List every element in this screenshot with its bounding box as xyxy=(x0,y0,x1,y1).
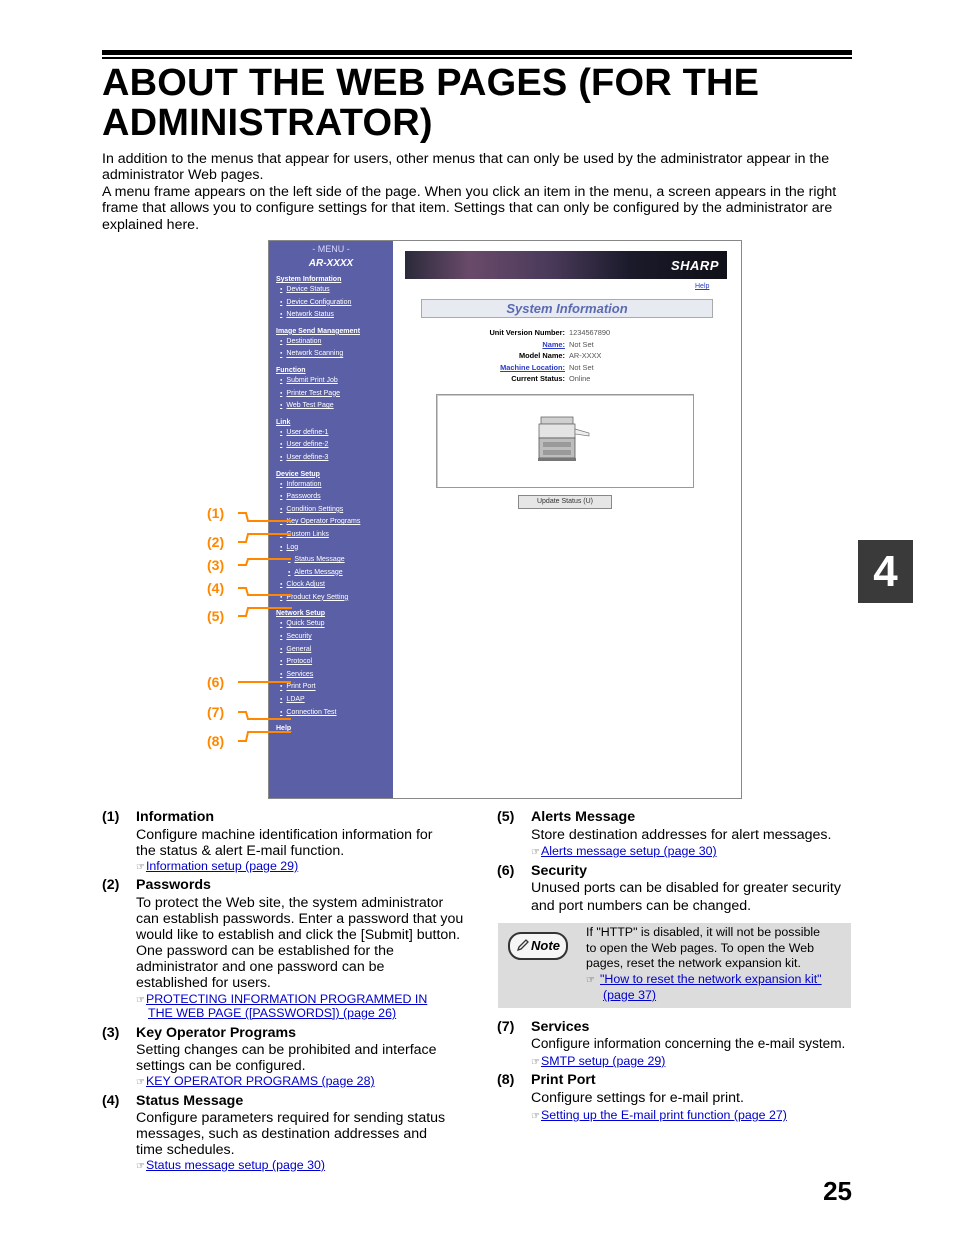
description-reference xyxy=(531,844,717,860)
note-line: pages, reset the network expansion kit. xyxy=(586,956,801,970)
description-text: settings can be configured. xyxy=(136,1058,306,1074)
description-heading: Status Message xyxy=(136,1093,244,1109)
menu-section-image-send[interactable]: Image Send Management xyxy=(276,327,361,335)
reference-link[interactable]: SMTP setup (page 29) xyxy=(540,1054,666,1068)
update-status-button[interactable]: Update Status (U) xyxy=(518,495,612,509)
description-text: Unused ports can be disabled for greater security xyxy=(531,880,841,896)
callout-5: (5) xyxy=(207,608,225,624)
info-value: Online xyxy=(569,374,591,383)
menu-item-security[interactable]: ● Security xyxy=(269,630,393,643)
note-pencil-icon xyxy=(516,938,530,952)
description-status-message xyxy=(102,1093,472,1178)
info-value: AR-XXXX xyxy=(569,351,602,360)
content-frame xyxy=(393,241,741,798)
menu-section-function[interactable]: Function xyxy=(276,366,306,374)
note-reference xyxy=(586,988,846,1004)
page-number: 25 xyxy=(823,1176,852,1206)
info-label: Unit Version Number: xyxy=(489,328,565,337)
description-heading: Passwords xyxy=(136,877,211,893)
info-label-link[interactable]: Name: xyxy=(542,340,565,349)
menu-item-submit-print-job[interactable]: ● Submit Print Job xyxy=(269,374,393,387)
menu-model: AR-XXXX xyxy=(308,258,354,269)
info-row xyxy=(433,339,733,350)
description-reference xyxy=(531,1054,665,1070)
description-heading: Services xyxy=(531,1019,590,1035)
description-services xyxy=(497,1019,857,1071)
menu-item-passwords[interactable]: ● Passwords xyxy=(269,490,393,503)
menu-item-user-define-2[interactable]: ● User define-2 xyxy=(269,438,393,451)
menu-item-clock-adjust[interactable]: ● Clock Adjust xyxy=(269,578,393,591)
system-information-heading: System Information xyxy=(421,299,713,318)
info-label: Current Status: xyxy=(511,374,565,383)
reference-link[interactable]: (page 37) xyxy=(603,988,657,1002)
description-text: time schedules. xyxy=(136,1142,235,1158)
info-row xyxy=(433,362,733,373)
menu-section-help[interactable]: Help xyxy=(276,725,292,733)
brand-logo: SHARP xyxy=(670,258,719,273)
menu-item-condition-settings[interactable]: ● Condition Settings xyxy=(269,503,393,516)
description-print-port xyxy=(497,1072,857,1124)
menu-item-protocol[interactable]: ● Protocol xyxy=(269,655,393,668)
description-reference xyxy=(136,1074,375,1090)
menu-title: - MENU - xyxy=(312,244,350,254)
info-row xyxy=(433,373,733,384)
reference-link[interactable]: PROTECTING INFORMATION PROGRAMMED IN xyxy=(145,992,428,1006)
reference-link[interactable]: Alerts message setup (page 30) xyxy=(540,844,717,858)
description-heading: Information xyxy=(136,809,215,825)
reference-link[interactable]: Status message setup (page 30) xyxy=(145,1158,326,1172)
menu-item-ldap[interactable]: ● LDAP xyxy=(269,693,393,706)
menu-item-general[interactable]: ● General xyxy=(269,643,393,656)
note-label: Note xyxy=(531,938,560,953)
reference-hand-icon: ☞ xyxy=(531,847,540,858)
reference-hand-icon: ☞ xyxy=(136,1077,145,1088)
note-line: If "HTTP" is disabled, it will not be possible xyxy=(586,925,820,939)
menu-item-device-status[interactable]: ● Device Status xyxy=(269,283,393,296)
reference-hand-icon: ☞ xyxy=(136,862,145,873)
page-title xyxy=(102,63,862,143)
note-text xyxy=(586,925,846,1004)
menu-item-destination[interactable]: ● Destination xyxy=(269,335,393,348)
note-badge xyxy=(508,932,568,960)
description-number: (5) xyxy=(497,809,515,825)
menu-item-product-key-setting[interactable]: ● Product Key Setting xyxy=(269,591,393,604)
description-reference xyxy=(148,1006,396,1020)
description-number: (6) xyxy=(497,863,515,879)
description-text: and port numbers can be changed. xyxy=(531,898,752,914)
info-row xyxy=(433,350,733,361)
description-reference xyxy=(136,1158,325,1174)
menu-item-quick-setup[interactable]: ● Quick Setup xyxy=(269,617,393,630)
reference-hand-icon: ☞ xyxy=(136,995,145,1006)
info-value: Not Set xyxy=(569,340,594,349)
menu-item-network-scanning[interactable]: ● Network Scanning xyxy=(269,347,393,360)
reference-hand-icon: ☞ xyxy=(136,1161,145,1172)
reference-hand-icon: ☞ xyxy=(586,974,595,986)
description-text: Store destination addresses for alert messages. xyxy=(531,827,832,843)
menu-item-custom-links[interactable]: ● Custom Links xyxy=(269,528,393,541)
menu-item-user-define-1[interactable]: ● User define-1 xyxy=(269,426,393,439)
description-text: One password can be established for the xyxy=(136,943,394,959)
description-number: (7) xyxy=(497,1019,515,1035)
note-reference xyxy=(586,972,846,989)
reference-link[interactable]: Information setup (page 29) xyxy=(145,859,299,873)
menu-item-information[interactable]: ● Information xyxy=(269,478,393,491)
description-text: Setting changes can be prohibited and interface xyxy=(136,1042,437,1058)
description-heading: Key Operator Programs xyxy=(136,1025,297,1041)
intro-paragraph-1: In addition to the menus that appear for users, other menus that can only be used by the administrator appear in the administrator Web pages. xyxy=(102,151,830,184)
description-number: (8) xyxy=(497,1072,515,1088)
copier-machine-icon xyxy=(535,415,595,463)
description-text: can establish passwords. Enter a password that you xyxy=(136,911,464,927)
intro-text xyxy=(102,151,862,233)
menu-item-printer-test-page[interactable]: ● Printer Test Page xyxy=(269,387,393,400)
callout-8: (8) xyxy=(207,733,225,749)
callout-1: (1) xyxy=(207,505,225,521)
description-security xyxy=(497,863,857,915)
header-rule-thick xyxy=(102,50,852,55)
menu-item-user-define-3[interactable]: ● User define-3 xyxy=(269,451,393,464)
help-link[interactable]: Help xyxy=(695,283,710,290)
description-text: Configure machine identification information for xyxy=(136,827,433,843)
menu-item-log[interactable]: ● Log xyxy=(269,541,393,554)
description-text: Configure information concerning the e-mail system. xyxy=(531,1036,846,1051)
menu-item-key-operator-programs[interactable]: ● Key Operator Programs xyxy=(269,515,393,528)
description-number: (1) xyxy=(102,809,120,825)
description-text: Configure parameters required for sending status xyxy=(136,1110,446,1126)
menu-item-device-configuration[interactable]: ● Device Configuration xyxy=(269,296,393,309)
description-heading: Print Port xyxy=(531,1072,596,1088)
description-reference xyxy=(531,1108,787,1124)
intro-paragraph-2: A menu frame appears on the left side of the page. When you click an item in the menu, a screen appears in the right frame that allows you to configure settings for that item. Settings that can only be configured by the administrator are explained here. xyxy=(102,183,837,233)
description-text: would like to establish and click the [Submit] button. xyxy=(136,927,461,943)
description-number: (2) xyxy=(102,877,120,893)
description-text: established for users. xyxy=(136,975,271,991)
description-text: administrator and one password can be xyxy=(136,959,385,975)
callout-7: (7) xyxy=(207,704,225,720)
reference-hand-icon: ☞ xyxy=(531,1111,540,1122)
menu-section-device-setup[interactable]: Device Setup xyxy=(276,470,320,478)
page-title-line2: ADMINISTRATOR) xyxy=(102,102,433,144)
reference-link[interactable]: Setting up the E-mail print function (page 27) xyxy=(540,1108,787,1122)
menu-item-status-message[interactable]: ● Status Message xyxy=(269,553,393,566)
menu-section-link[interactable]: Link xyxy=(276,418,291,426)
menu-item-network-status[interactable]: ● Network Status xyxy=(269,308,393,321)
description-reference xyxy=(136,859,298,875)
description-text: Configure settings for e-mail print. xyxy=(531,1090,744,1106)
description-heading: Alerts Message xyxy=(531,809,636,825)
callout-6: (6) xyxy=(207,674,225,690)
description-text: the status & alert E-mail function. xyxy=(136,843,345,859)
menu-frame xyxy=(269,241,393,798)
description-text: messages, such as destination addresses and xyxy=(136,1126,428,1142)
reference-link[interactable]: KEY OPERATOR PROGRAMS (page 28) xyxy=(145,1074,375,1088)
reference-hand-icon: ☞ xyxy=(531,1057,540,1068)
description-number: (3) xyxy=(102,1025,120,1041)
chapter-tab: 4 xyxy=(858,540,913,603)
callout-2: (2) xyxy=(207,534,225,550)
reference-link[interactable]: "How to reset the network expansion kit" xyxy=(599,971,822,986)
info-label-link[interactable]: Machine Location: xyxy=(500,363,565,372)
menu-section-network-setup[interactable]: Network Setup xyxy=(276,610,326,618)
description-passwords xyxy=(102,877,472,1022)
info-value: Not Set xyxy=(569,363,594,372)
callout-4: (4) xyxy=(207,580,225,596)
header-rule-thin xyxy=(102,57,852,59)
info-value: 1234567890 xyxy=(569,328,611,337)
info-row xyxy=(433,327,733,338)
description-text: To protect the Web site, the system administrator xyxy=(136,895,444,911)
description-key-operator-programs xyxy=(102,1025,472,1091)
description-heading: Security xyxy=(531,863,587,879)
note-line: to open the Web pages. To open the Web xyxy=(586,940,815,955)
reference-link[interactable]: THE WEB PAGE ([PASSWORDS]) (page 26) xyxy=(148,1006,397,1020)
description-information xyxy=(102,809,472,871)
description-number: (4) xyxy=(102,1093,120,1109)
page-title-line1: ABOUT THE WEB PAGES (FOR THE xyxy=(102,62,760,104)
menu-item-print-port[interactable]: ● Print Port xyxy=(269,680,393,693)
header-banner xyxy=(405,251,727,279)
callout-3: (3) xyxy=(207,557,225,573)
menu-item-connection-test[interactable]: ● Connection Test xyxy=(269,706,393,719)
note-box xyxy=(498,923,851,1008)
web-page-screenshot xyxy=(268,240,742,799)
menu-item-web-test-page[interactable]: ● Web Test Page xyxy=(269,399,393,412)
menu-item-services[interactable]: ● Services xyxy=(269,668,393,681)
menu-item-alerts-message[interactable]: ● Alerts Message xyxy=(269,566,393,579)
machine-image-box xyxy=(436,394,694,488)
info-label: Model Name: xyxy=(519,351,565,360)
menu-section-system-information[interactable]: System Information xyxy=(276,276,342,283)
description-alerts-message xyxy=(497,809,857,861)
